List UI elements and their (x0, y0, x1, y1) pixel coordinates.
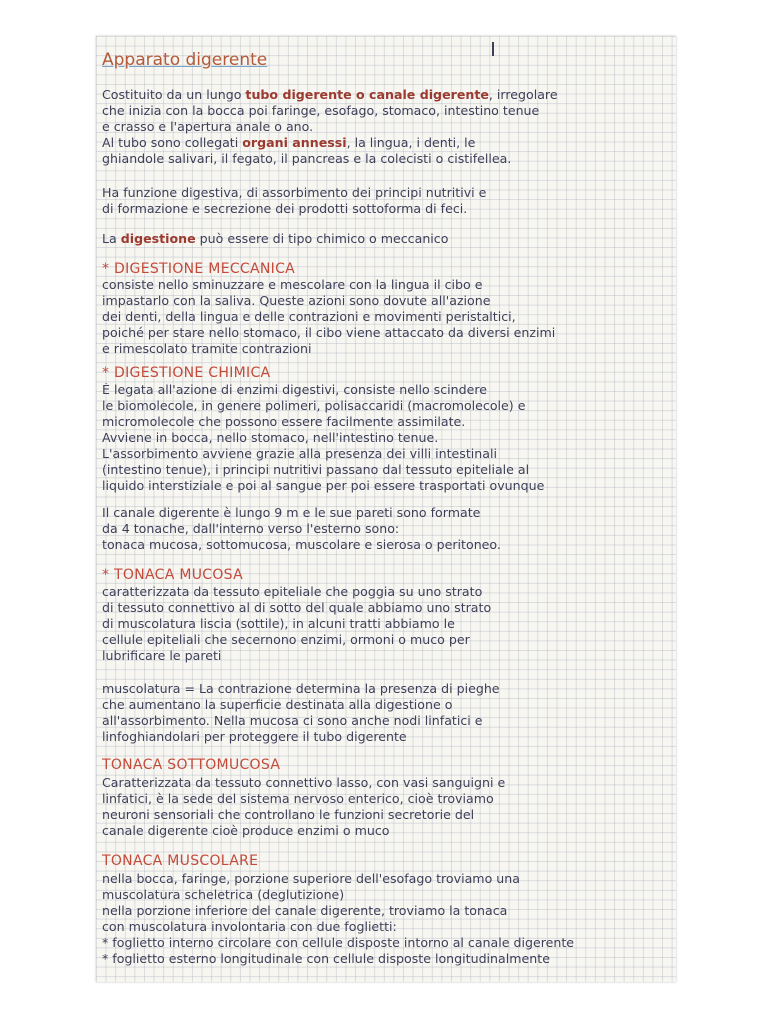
mechanical-line: dei denti, della lingua e delle contrazioni e movimenti peristaltici, (102, 310, 516, 324)
muscle-line: muscolatura = La contrazione determina la presenza di pieghe (102, 682, 500, 696)
heading-submucosa: TONACA SOTTOMUCOSA (102, 758, 281, 772)
heading-mechanical: * DIGESTIONE MECCANICA (102, 262, 296, 276)
chemical-line: Avviene in bocca, nello stomaco, nell'intestino tenue. (102, 431, 439, 445)
intro-line: ghiandole salivari, il fegato, il pancreas e la colecisti o cistifellea. (102, 152, 512, 166)
chemical-line: (intestino tenue), i principi nutritivi passano dal tessuto epiteliale al (102, 463, 530, 477)
submucosa-line: linfatici, è la sede del sistema nervoso enterico, cioè troviamo (102, 792, 494, 806)
submucosa-line: Caratterizzata da tessuto connettivo lasso, con vasi sanguigni e (102, 776, 506, 790)
function-line: di formazione e secrezione dei prodotti sottoforma di feci. (102, 202, 468, 216)
mucosa-line: caratterizzata da tessuto epiteliale che poggia su uno strato (102, 585, 483, 599)
mucosa-line: di tessuto connettivo al di sotto del quale abbiamo uno strato (102, 601, 492, 615)
mucosa-line: di muscolatura liscia (sottile), in alcuni tratti abbiamo le (102, 617, 455, 631)
heading-mucosa: * TONACA MUCOSA (102, 568, 243, 582)
function-line: Ha funzione digestiva, di assorbimento dei principi nutritivi e (102, 186, 487, 200)
submucosa-line: canale digerente cioè produce enzimi o muco (102, 824, 390, 838)
mechanical-line: consiste nello sminuzzare e mescolare con la lingua il cibo e (102, 278, 483, 292)
muscle-line: all'assorbimento. Nella mucosa ci sono anche nodi linfatici e (102, 714, 483, 728)
muscular-line: * foglietto esterno longitudinale con cellule disposte longitudinalmente (102, 952, 550, 966)
muscle-line: linfoghiandolari per proteggere il tubo digerente (102, 730, 407, 744)
muscular-line: * foglietto interno circolare con cellule disposte intorno al canale digerente (102, 936, 575, 950)
chemical-line: L'assorbimento avviene grazie alla presenza dei villi intestinali (102, 447, 497, 461)
notebook-page (96, 36, 676, 982)
intro-line: Costituito da un lungo tubo digerente o canale digerente, irregolare (102, 88, 558, 102)
mucosa-line: cellule epiteliali che secernono enzimi, ormoni o muco per (102, 633, 470, 647)
muscle-line: che aumentano la superficie destinata alla digestione o (102, 698, 453, 712)
digestion-line: La digestione può essere di tipo chimico o meccanico (102, 232, 449, 246)
chemical-line: micromolecole che possono essere facilmente assimilate. (102, 415, 466, 429)
canal-line: Il canale digerente è lungo 9 m e le sue pareti sono formate (102, 506, 481, 520)
canal-line: tonaca mucosa, sottomucosa, muscolare e sierosa o peritoneo. (102, 538, 501, 552)
page-title: Apparato digerente (102, 50, 268, 70)
mechanical-line: poiché per stare nello stomaco, il cibo viene attaccato da diversi enzimi (102, 326, 556, 340)
intro-line: che inizia con la bocca poi faringe, esofago, stomaco, intestino tenue (102, 104, 540, 118)
mechanical-line: e rimescolato tramite contrazioni (102, 342, 312, 356)
intro-line: Al tubo sono collegati organi annessi, la lingua, i denti, le (102, 136, 476, 150)
heading-chemical: * DIGESTIONE CHIMICA (102, 366, 271, 380)
chemical-line: È legata all'azione di enzimi digestivi, consiste nello scindere (102, 383, 488, 397)
muscular-line: nella porzione inferiore del canale digerente, troviamo la tonaca (102, 904, 508, 918)
chemical-line: liquido interstiziale e poi al sangue per poi essere trasportati ovunque (102, 479, 545, 493)
heading-muscular: TONACA MUSCOLARE (102, 854, 259, 868)
submucosa-line: neuroni sensoriali che controllano le funzioni secretorie del (102, 808, 475, 822)
muscular-line: muscolatura scheletrica (deglutizione) (102, 888, 345, 902)
mucosa-line: lubrificare le pareti (102, 649, 222, 663)
chemical-line: le biomolecole, in genere polimeri, polisaccaridi (macromolecole) e (102, 399, 526, 413)
intro-line: e crasso e l'apertura anale o ano. (102, 120, 314, 134)
canal-line: da 4 tonache, dall'interno verso l'esterno sono: (102, 522, 400, 536)
muscular-line: nella bocca, faringe, porzione superiore dell'esofago troviamo una (102, 872, 520, 886)
mechanical-line: impastarlo con la saliva. Queste azioni sono dovute all'azione (102, 294, 491, 308)
muscular-line: con muscolatura involontaria con due foglietti: (102, 920, 397, 934)
